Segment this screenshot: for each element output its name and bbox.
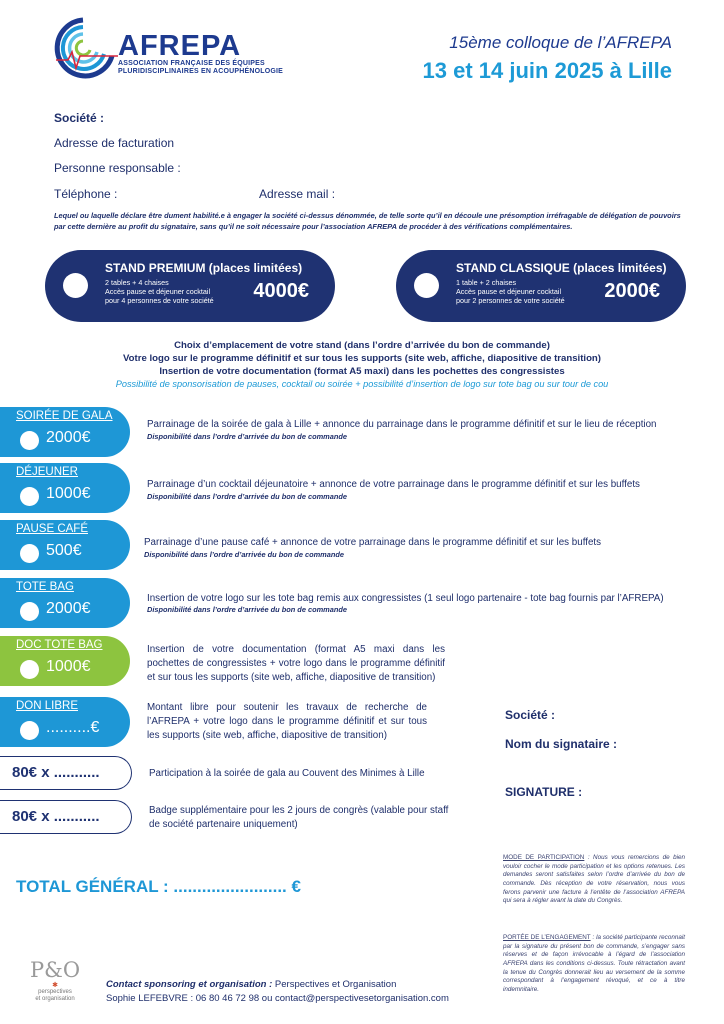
contact-details[interactable]: Sophie LEFEBVRE : 06 80 46 72 98 ou contact@perspectivesetorganisation.com (106, 993, 449, 1004)
societe-field-label[interactable]: Société : (54, 111, 105, 125)
stand-detail: Accès pause et déjeuner cocktail (456, 287, 562, 296)
note-text: : la société participante reconnait par la signature du présent bon de commande, s’engager sans réserves et de façon irrévocable à l’égard de l’association AFREPA dans les conditions ci-dessus. Toute rétractation avant la tenue du Congrès donnerait lieu au versement de la somme correspondant à l’engagement révoqué, et ce à titre indemnitaire. (503, 934, 685, 994)
stand-price: 2000€ (604, 280, 660, 302)
inclusion-line: Insertion de votre documentation (format A5 maxi) dans les pochettes des congressistes (159, 366, 565, 377)
option-doc-tote-bag[interactable] (0, 636, 130, 686)
option-price: 2000€ (46, 600, 91, 617)
legal-statement: Lequel ou laquelle déclare être dument habilité.e à engager la société ci-dessus dénommée, de telle sorte qu’il en découle une présomption irréfragable de délégation de pouvoirs par cette dernière au profit du signataire, sans qu’il ne soit nécessaire pour l’association AFREPA de procéder à des vérifications complémentaires. (54, 211, 681, 231)
star-icon: ✱ (52, 982, 58, 989)
quantity-field[interactable]: 80€ x ........... (12, 764, 100, 781)
stand-classique-radio[interactable] (414, 273, 439, 298)
option-description: Insertion de votre documentation (format A5 maxi dans les pochettes de congressistes + votre logo dans le programme définitif et sur tous les supports (site web, affiche, diapositive de transition) (147, 644, 445, 683)
inclusion-line: Choix d’emplacement de votre stand (dans l’ordre d’arrivée du bon de commande) (174, 340, 550, 351)
note-heading: MODE DE PARTICIPATION (503, 854, 585, 861)
option-pause-cafe-radio[interactable] (20, 544, 39, 563)
option-price: 2000€ (46, 429, 91, 446)
option-price: 1000€ (46, 485, 91, 502)
option-tote-bag[interactable] (0, 578, 130, 628)
phone-field-label[interactable]: Téléphone : (54, 187, 118, 201)
option-dejeuner[interactable] (0, 463, 130, 513)
option-price: 500€ (46, 542, 82, 559)
extra-description: Participation à la soirée de gala au Couvent des Minimes à Lille (149, 768, 425, 779)
colloque-title: 15ème colloque de l’AFREPA (449, 33, 672, 52)
option-description: Montant libre pour soutenir les travaux de recherche de l’AFREPA + votre logo dans le programme définitif et sur tous les supports (site web, affiche, diapositive de transition) (147, 702, 427, 741)
option-dejeuner-radio[interactable] (20, 487, 39, 506)
stand-detail: Accès pause et déjeuner cocktail (105, 287, 211, 296)
option-pause-cafe[interactable] (0, 520, 130, 570)
contact-organisation: Perspectives et Organisation (272, 979, 397, 990)
option-name: DOC TOTE BAG (16, 639, 103, 651)
option-price: 1000€ (46, 658, 91, 675)
option-soiree-gala-radio[interactable] (20, 431, 39, 450)
option-soiree-gala[interactable] (0, 407, 130, 457)
option-availability: Disponibilité dans l’ordre d’arrivée du bon de commande (147, 432, 347, 441)
option-doc-tote-bag-radio[interactable] (20, 660, 39, 679)
billing-address-field-label[interactable]: Adresse de facturation (54, 136, 175, 150)
logo-subtitle-line1: ASSOCIATION FRANÇAISE DES ÉQUIPES (118, 60, 265, 67)
responsible-person-field-label[interactable]: Personne responsable : (54, 161, 181, 175)
email-field-label[interactable]: Adresse mail : (259, 187, 336, 201)
stand-title: STAND PREMIUM (places limitées) (105, 261, 303, 275)
option-don-libre[interactable] (0, 697, 130, 747)
option-description: Insertion de votre logo sur les tote bag remis aux congressistes (1 seul logo partenaire - tote bag fournis par l’AFREPA) (147, 593, 664, 604)
engagement-note (503, 934, 685, 995)
stand-premium-option[interactable] (45, 250, 335, 322)
signature-label[interactable]: SIGNATURE : (505, 785, 583, 799)
option-don-libre-radio[interactable] (20, 721, 39, 740)
option-name: TOTE BAG (16, 581, 74, 593)
stand-price: 4000€ (253, 280, 309, 302)
stand-detail: pour 2 personnes de votre société (456, 296, 565, 305)
po-logo-mark: P&O (30, 958, 81, 982)
po-logo-text: perspectives (38, 989, 72, 995)
option-name: DÉJEUNER (16, 466, 78, 478)
extra-badge-quantity[interactable] (0, 800, 132, 834)
event-dates: 13 et 14 juin 2025 à Lille (422, 58, 672, 83)
inclusion-line: Votre logo sur le programme définitif et sur tous les supports (site web, affiche, diapositive de transition) (123, 353, 601, 364)
participation-note (503, 854, 685, 906)
note-heading: PORTÉE DE L’ENGAGEMENT (503, 934, 591, 941)
option-name: SOIRÉE DE GALA (16, 410, 113, 422)
quantity-field[interactable]: 80€ x ........... (12, 808, 100, 825)
option-description: Parrainage d’un cocktail déjeunatoire + annonce de votre parrainage dans le programme définitif et sur les buffets (147, 479, 640, 490)
option-tote-bag-radio[interactable] (20, 602, 39, 621)
afrepa-logo-mark (46, 12, 120, 82)
stand-title: STAND CLASSIQUE (places limitées) (456, 261, 667, 275)
stand-premium-radio[interactable] (63, 273, 88, 298)
option-description: Parrainage de la soirée de gala à Lille + annonce du parrainage dans le programme définitif et sur le lieu de réception (147, 419, 657, 430)
gala-participation-quantity[interactable] (0, 756, 132, 790)
stand-detail: 1 table + 2 chaises (456, 278, 517, 287)
option-availability: Disponibilité dans l’ordre d’arrivée du bon de commande (144, 550, 344, 559)
option-description: Parrainage d’une pause café + annonce de votre parrainage dans le programme définitif et sur les buffets (144, 537, 602, 548)
stand-classique-option[interactable] (396, 250, 686, 322)
logo-subtitle-line2: PLURIDISCIPLINAIRES EN ACOUPHÉNOLOGIE (118, 68, 284, 75)
option-availability: Disponibilité dans l’ordre d’arrivée du bon de commande (147, 605, 347, 614)
contact-label: Contact sponsoring et organisation : (106, 979, 273, 990)
grand-total[interactable]: TOTAL GÉNÉRAL : ........................ € (16, 877, 301, 896)
note-text: : Nous vous remercions de bien vouloir cocher le mode participation et les options retenues. Les demandes seront satisfaites selon l’ordre d’arrivée du bon de commande. Dès réception de votre réservation, nous vous ferons parvenir une facture à l’entête de l’association AFREPA qui sera à régler avant la date du Congrès. (503, 854, 685, 905)
po-logo-text: et organisation (35, 996, 75, 1002)
sponsorship-note: Possibilité de sponsorisation de pauses, cocktail ou soirée + possibilité d’insertion de logo sur tote bag ou sur tour de cou (115, 379, 609, 389)
option-name: DON LIBRE (16, 700, 78, 712)
contact-line (106, 979, 396, 990)
stand-detail: 2 tables + 4 chaises (105, 278, 169, 287)
signature-societe-label[interactable]: Société : (505, 708, 556, 722)
option-amount-field[interactable]: ..........€ (46, 719, 100, 736)
stand-detail: pour 4 personnes de votre société (105, 296, 214, 305)
perspectives-organisation-logo (30, 958, 80, 1010)
extra-description: Badge supplémentaire pour les 2 jours de congrès (valable pour staff de société partenaire uniquement) (149, 805, 449, 830)
option-availability: Disponibilité dans l’ordre d’arrivée du bon de commande (147, 492, 347, 501)
signatory-name-label[interactable]: Nom du signataire : (505, 737, 618, 751)
afrepa-logo-text: AFREPA (118, 30, 242, 62)
option-name: PAUSE CAFÉ (16, 523, 88, 535)
